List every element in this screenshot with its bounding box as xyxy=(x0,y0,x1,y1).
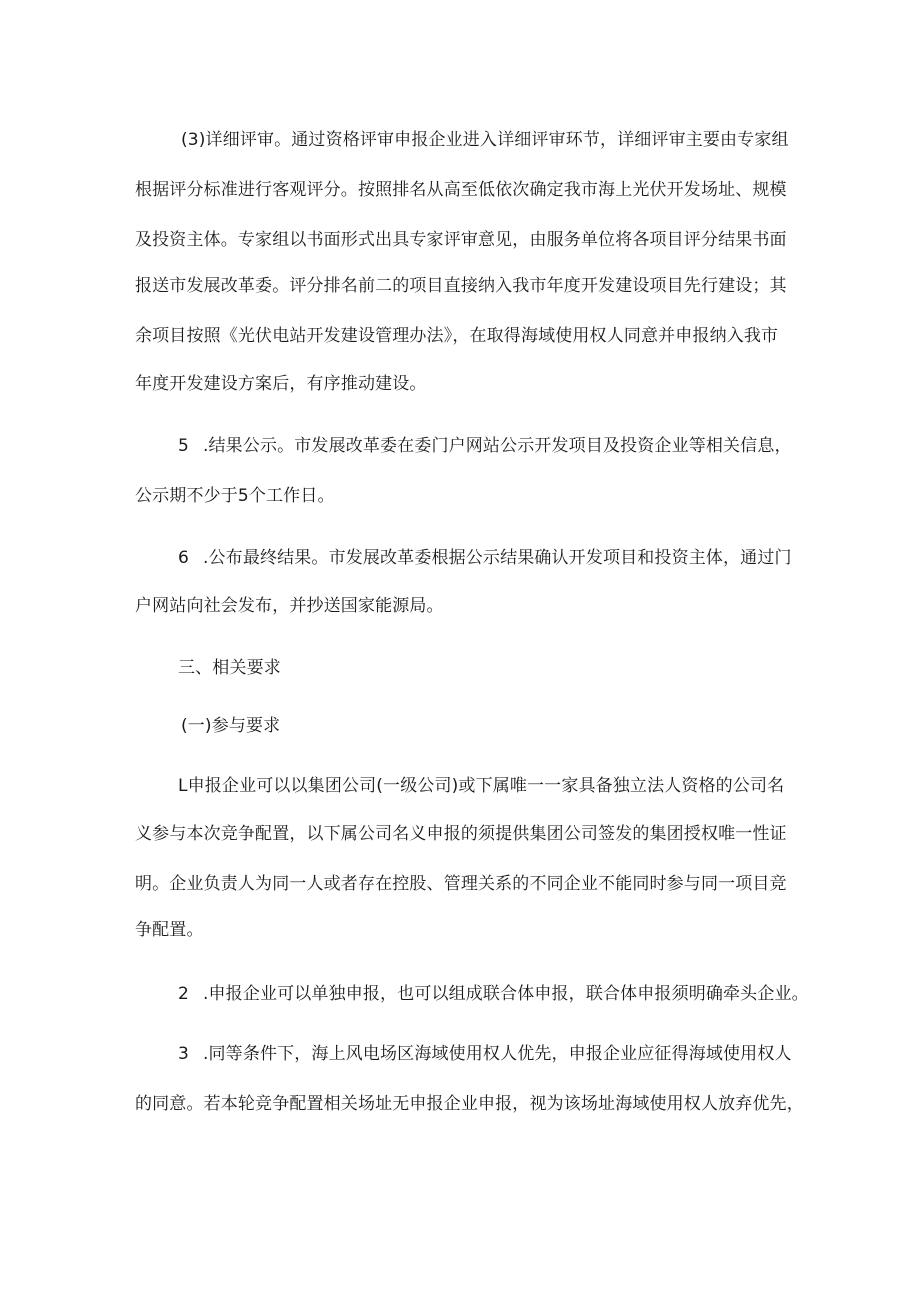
item-text: .同等条件下，海上风电场区海域使用权人优先，申报企业应征得海域使用权人 xyxy=(202,1044,792,1064)
item-number: 5 xyxy=(178,436,189,456)
paragraph-detailed-review-line-6: 年度开发建设方案后，有序推动建设。 xyxy=(135,374,427,394)
paragraph-result-publicity-line-2: 公示期不少于5个工作日。 xyxy=(135,486,335,506)
item-number: 3 xyxy=(178,1044,189,1064)
item-number: 2 xyxy=(178,984,189,1004)
paragraph-detailed-review-line-3: 及投资主体。专家组以书面形式出具专家评审意见，由服务单位将各项目评分结果书面 xyxy=(135,230,787,250)
paragraph-priority-line-1 xyxy=(178,1042,792,1066)
item-text: .结果公示。市发展改革委在委门户网站公示开发项目及投资企业等相关信息， xyxy=(202,436,792,456)
paragraph-result-publicity-line-1 xyxy=(178,434,792,458)
paragraph-detailed-review-line-2: 根据评分标准进行客观评分。按照排名从高至低依次确定我市海上光伏开发场址、规模 xyxy=(135,180,787,200)
section-heading-requirements: 三、相关要求 xyxy=(178,658,281,678)
paragraph-detailed-review-line-5: 余项目按照《光伏电站开发建设管理办法》，在取得海域使用权人同意并申报纳入我市 xyxy=(135,326,779,346)
paragraph-participation-line-1: L申报企业可以以集团公司(一级公司)或下属唯一一家具备独立法人资格的公司名 xyxy=(178,776,785,796)
paragraph-priority-line-2: 的同意。若本轮竞争配置相关场址无申报企业申报，视为该场址海域使用权人放弃优先， xyxy=(135,1094,804,1114)
subsection-heading-participation: (一)参与要求 xyxy=(181,716,281,736)
item-text: .申报企业可以单独申报，也可以组成联合体申报，联合体申报须明确牵头企业。 xyxy=(202,984,809,1004)
paragraph-joint-application-line-1 xyxy=(178,982,809,1006)
item-text: .公布最终结果。市发展改革委根据公示结果确认开发项目和投资主体，通过门 xyxy=(202,548,792,568)
paragraph-participation-line-4: 争配置。 xyxy=(135,920,204,940)
paragraph-final-result-line-1 xyxy=(178,546,792,570)
paragraph-detailed-review-line-1: (3)详细评审。通过资格评审申报企业进入详细评审环节，详细评审主要由专家组 xyxy=(181,130,789,150)
item-number: 6 xyxy=(178,548,189,568)
paragraph-final-result-line-2: 户网站向社会发布，并抄送国家能源局。 xyxy=(135,596,444,616)
paragraph-participation-line-2: 义参与本次竞争配置，以下属公司名义申报的须提供集团公司签发的集团授权唯一性证 xyxy=(135,824,787,844)
paragraph-participation-line-3: 明。企业负责人为同一人或者存在控股、管理关系的不同企业不能同时参与同一项目竞 xyxy=(135,874,787,894)
paragraph-detailed-review-line-4: 报送市发展改革委。评分排名前二的项目直接纳入我市年度开发建设项目先行建设；其 xyxy=(135,276,787,296)
